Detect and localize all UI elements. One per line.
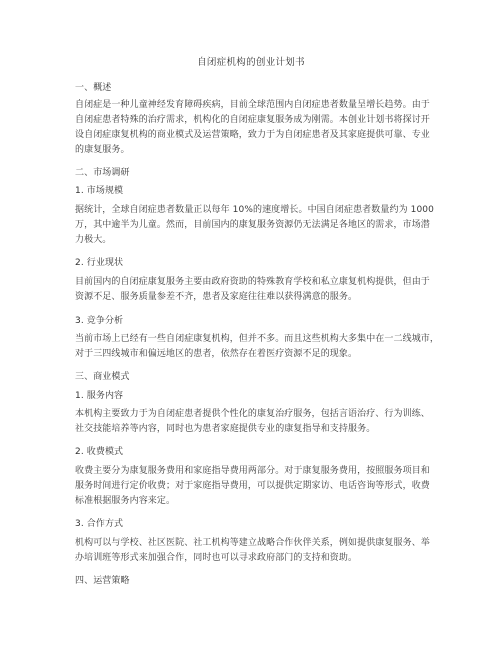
fee-model-paragraph bbox=[75, 464, 435, 509]
section-heading-overview: 一、概述 bbox=[75, 83, 112, 93]
text-line: 服务时间进行定价收费；对于家庭指导费用，可以提供定期家访、电话咨询等形式，收费 bbox=[75, 481, 430, 491]
market-size-paragraph bbox=[75, 203, 435, 248]
section-heading-operation-strategy: 四、运营策略 bbox=[75, 576, 130, 586]
service-content-paragraph bbox=[75, 407, 435, 437]
text-line: 目前国内的自闭症康复服务主要由政府资助的特殊教育学校和私立康复机构提供，但由于 bbox=[75, 277, 430, 287]
overview-paragraph bbox=[75, 98, 435, 158]
cooperation-paragraph bbox=[75, 536, 435, 566]
text-line: 机构可以与学校、社区医院、社工机构等建立战略合作伙伴关系，例如提供康复服务、举 bbox=[75, 538, 430, 548]
text-line: 对于三四线城市和偏远地区的患者，依然存在着医疗资源不足的现象。 bbox=[75, 349, 358, 359]
subheading-fee-model: 2. 收费模式 bbox=[75, 447, 124, 457]
text-line: 力极大。 bbox=[75, 235, 112, 245]
text-line: 资源不足、服务质量参差不齐，患者及家庭往往难以获得满意的服务。 bbox=[75, 292, 358, 302]
industry-status-paragraph bbox=[75, 275, 435, 305]
document-title: 自闭症机构的创业计划书 bbox=[197, 57, 305, 68]
text-line: 办培训班等形式来加强合作，同时也可以寻求政府部门的支持和资助。 bbox=[75, 553, 358, 563]
subheading-competition: 3. 竞争分析 bbox=[75, 316, 124, 326]
section-heading-business-model: 三、商业模式 bbox=[75, 372, 130, 382]
text-line: 自闭症患者特殊的治疗需求，机构化的自闭症康复服务成为刚需。本创业计划书将探讨开 bbox=[75, 115, 430, 125]
text-line: 的康复服务。 bbox=[75, 145, 130, 155]
text-line: 本机构主要致力于为自闭症患者提供个性化的康复治疗服务，包括言语治疗、行为训练、 bbox=[75, 409, 430, 419]
text-line: 收费主要分为康复服务费用和家庭指导费用两部分。对于康复服务费用，按照服务项目和 bbox=[75, 466, 430, 476]
subheading-industry-status: 2. 行业现状 bbox=[75, 258, 124, 268]
text-line: 自闭症是一种儿童神经发育障碍疾病，目前全球范围内自闭症患者数量呈增长趋势。由于 bbox=[75, 100, 430, 110]
subheading-cooperation: 3. 合作方式 bbox=[75, 519, 124, 529]
subheading-market-size: 1. 市场规模 bbox=[75, 186, 124, 196]
section-heading-market-research: 二、市场调研 bbox=[75, 168, 130, 178]
text-line: 标准根据服务内容来定。 bbox=[75, 496, 176, 506]
text-line: 当前市场上已经有一些自闭症康复机构，但并不多。而且这些机构大多集中在一二线城市， bbox=[75, 334, 440, 344]
text-line: 万，其中逾半为儿童。然而，目前国内的康复服务资源仍无法满足各地区的需求，市场潜 bbox=[75, 220, 430, 230]
text-line: 据统计，全球自闭症患者数量正以每年 10%的速度增长。中国自闭症患者数量约为 1000 bbox=[75, 205, 434, 215]
text-line: 社交技能培养等内容，同时也为患者家庭提供专业的康复指导和支持服务。 bbox=[75, 424, 376, 434]
text-line: 设自闭症康复机构的商业模式及运营策略，致力于为自闭症患者及其家庭提供可靠、专业 bbox=[75, 130, 430, 140]
subheading-service-content: 1. 服务内容 bbox=[75, 391, 124, 401]
competition-paragraph bbox=[75, 332, 440, 362]
